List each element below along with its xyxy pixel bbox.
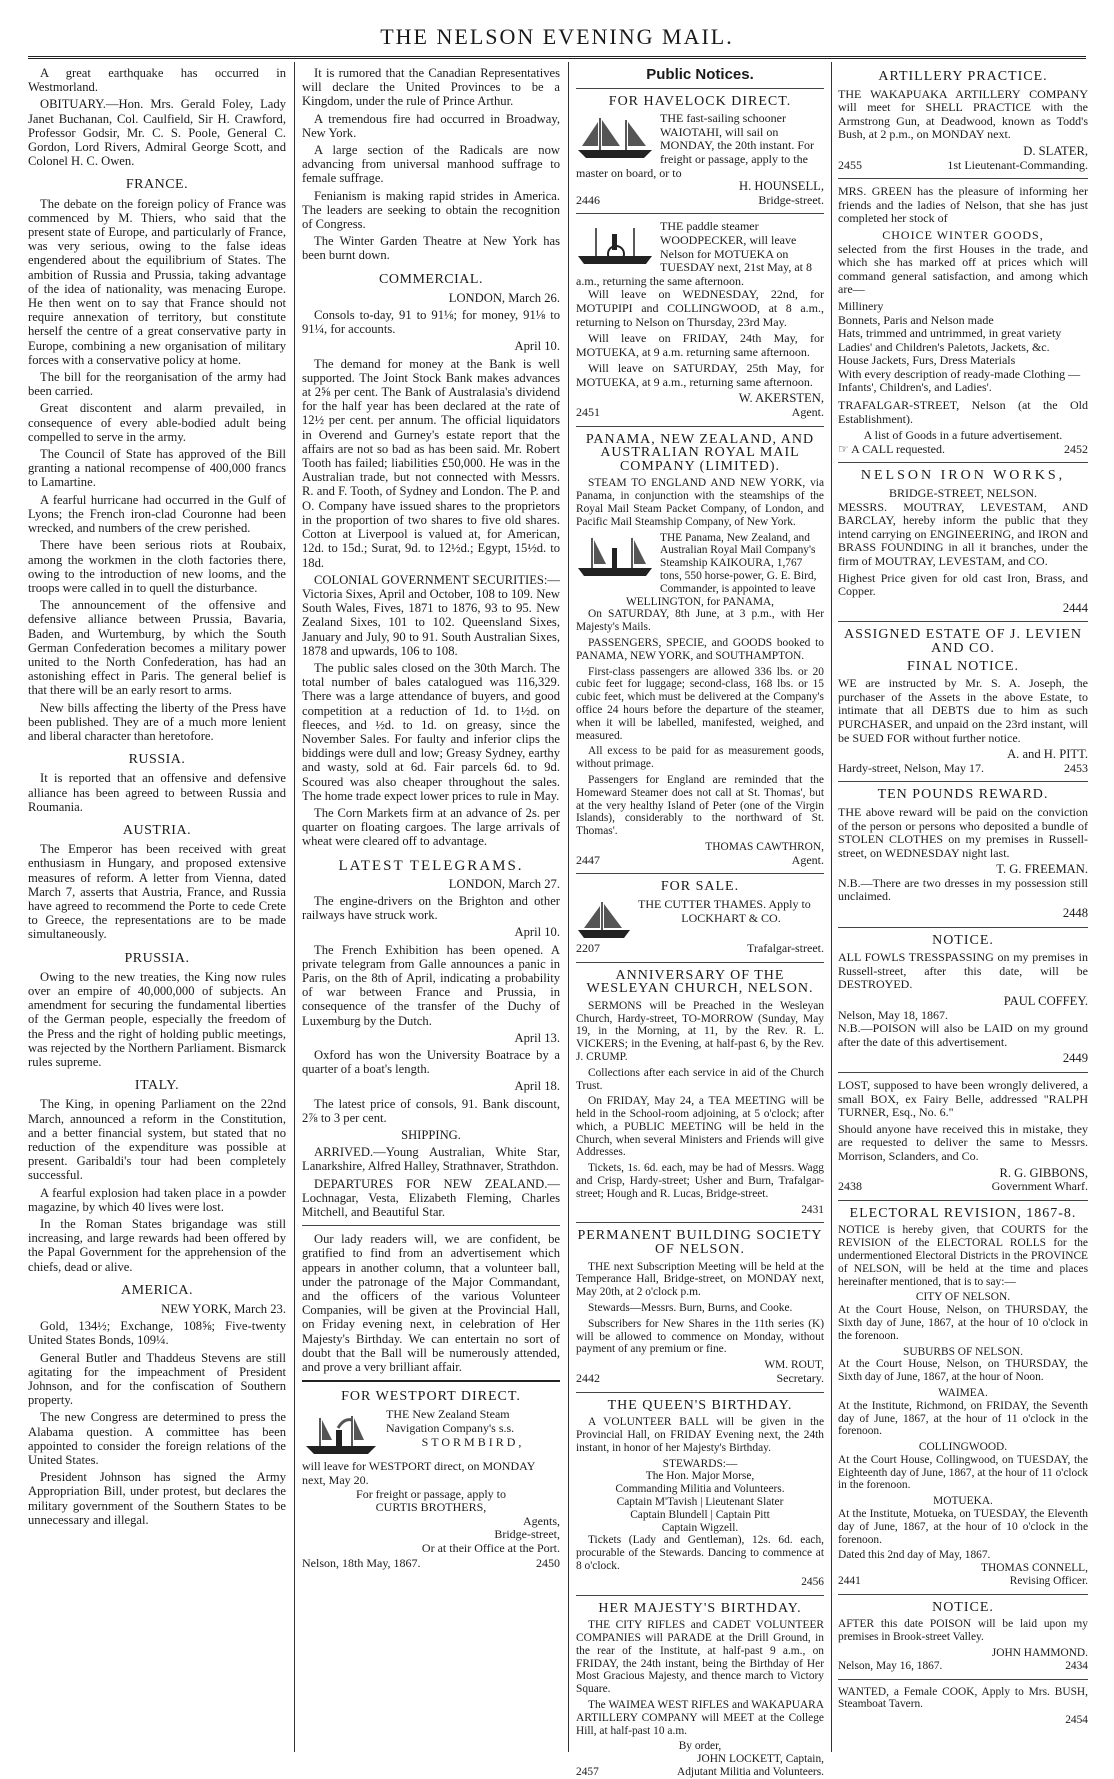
article-paragraph: In the Roman States brigandage was still increasing, and large rewards had been offered by the Papal Government for the apprehension of the chiefs, dead or alive. <box>28 1217 286 1274</box>
paddle-steamer-icon <box>576 222 654 270</box>
ad-text: Bridge-street. <box>758 192 824 207</box>
ad-number: 2452 <box>1064 441 1088 456</box>
column-4 <box>838 66 1088 1727</box>
article-paragraph: It is reported that an offensive and defensive alliance has been agreed to between Russia and Roumania. <box>28 771 286 814</box>
article-paragraph: The announcement of the offensive and defensive alliance between Prussia, Bavaria, Baden, and Wurtemburg, by which the South German Confederation becomes a military power united to the North Confederation, has had an astonishing effect in Paris. The general belief is that there will be an early resort to arms. <box>28 598 286 698</box>
article-paragraph: The French Exhibition has been opened. A private telegram from Galle announces a panic in Paris, on the 8th of April, indicating a probability of war between France and Prussia, in consequence of the transfer of the Duchy of Luxemburg by the Dutch. <box>302 942 560 1028</box>
ad-text: THE CUTTER THAMES. Apply to <box>638 896 811 911</box>
dateline: NEW YORK, March 23. <box>161 1302 286 1317</box>
ad-text: Government Wharf. <box>991 1179 1088 1194</box>
ship-name: STORMBIRD, <box>421 1434 525 1449</box>
ad-number: 2453 <box>1064 760 1088 775</box>
article-paragraph: COLONIAL GOVERNMENT SECURITIES:— Victoria Sixes, April and October, 108 to 109. New South Wales, Fives, 1871 to 1876, 93 to 95. New Zealand Sixes, 101 to 102. Queensland Sixes, January and July, 90 to 91. South Australian Sixes, 1878 and upwards, 106 to 108. <box>302 572 560 658</box>
article-paragraph: The latest price of consols, 91. Bank discount, 2⅞ to 3 per cent. <box>302 1096 560 1125</box>
ad-number: 2448 <box>1062 906 1088 921</box>
goods-item: Millinery <box>838 298 884 313</box>
ad-footer <box>838 1180 1088 1194</box>
section-heading-telegrams: LATEST TELEGRAMS. <box>338 857 524 874</box>
ad-number: 2438 <box>838 1179 862 1194</box>
ad-number: 2431 <box>801 1203 824 1216</box>
ad-date: Nelson, May 16, 1867. <box>838 1659 943 1672</box>
ad-text: STEAM TO ENGLAND AND NEW YORK, via Panama, in conjunction with the steamships of the Royal Mail Steam Packet Company, of London, and Pacific Mail Steamship Company, of New York. <box>576 477 824 528</box>
pointing-hand-icon: ☞ A CALL requested. <box>838 441 945 456</box>
ad-number: 2454 <box>1065 1714 1088 1727</box>
divider <box>838 1072 1088 1073</box>
ad-footer <box>576 194 824 208</box>
dateline: LONDON, March 26. <box>448 290 560 305</box>
column-1 <box>28 66 286 1530</box>
ad-heading: FOR SALE. <box>660 879 740 895</box>
divider <box>838 781 1088 782</box>
ad-number: 2447 <box>576 852 600 867</box>
ad-text: Revising Officer. <box>1009 1575 1088 1588</box>
column-3 <box>576 66 824 1779</box>
divider <box>838 927 1088 928</box>
section-heading-prussia: PRUSSIA. <box>124 950 190 966</box>
ad-westport <box>302 1380 560 1570</box>
article-paragraph: Owing to the new treaties, the King now rules over an empire of 40,000,000 of subjects. An amendment for securing the fundamental liberties of the German people, especially the freedom of the Press and the right of holding public meetings, was rejected by the Northern Parliament. Bismarck rules supreme. <box>28 969 286 1069</box>
section-heading-america: AMERICA. <box>120 1282 194 1298</box>
ad-text: By order, <box>678 1740 722 1753</box>
ad-number: 2456 <box>801 1575 824 1588</box>
divider <box>576 88 824 89</box>
ad-text: Or at their Office at the Port. <box>421 1541 560 1556</box>
article-paragraph: General Butler and Thaddeus Stevens are still agitating for the impeachment of President Johnson, and for the confiscation of Southern property. <box>28 1350 286 1408</box>
article-paragraph: The Winter Garden Theatre at New York has been burnt down. <box>302 234 560 263</box>
divider <box>576 426 824 427</box>
article-paragraph: New bills affecting the liberty of the Press have been published. They are of a much more lenient and liberal character than heretofore. <box>28 700 286 743</box>
goods-item: Bonnets, Paris and Nelson made <box>838 312 994 327</box>
goods-item: Hats, trimmed and untrimmed, in great variety <box>838 326 1062 341</box>
ad-text: Highest Price given for old cast Iron, Brass, and Copper. <box>838 570 1088 599</box>
dateline: April 10. <box>514 925 560 940</box>
district-text: At the Institute, Motueka, on TUESDAY, the Eleventh day of June, 1867, at the hour of 10 o'clock in the forenoon. <box>838 1508 1088 1546</box>
newspaper-title: THE NELSON EVENING MAIL. <box>380 24 734 49</box>
article-paragraph: Our lady readers will, we are confident, be gratified to find from an advertisement which appears in another column, that a volunteer ball, under the patronage of the Major Commandant, and the officers of the various Volunteer Companies, will be given at the Provincial Hall, on Friday evening next, in celebration of Her Majesty's Birthday. We can entertain no sort of doubt that the Ball will be numerously attended, and prove a very brilliant affair. <box>302 1232 560 1375</box>
dateline: April 13. <box>514 1030 560 1045</box>
steward: Captain Blundell | Captain Pitt <box>630 1508 770 1521</box>
article-paragraph: The demand for money at the Bank is well supported. The Joint Stock Bank makes advances at 2⅝ per cent. The Bank of Australasia's dividend for the half year has been declared at the rate of 12½ per cent. per annum. The official liquidators in Overend and Gurney's estate report that the affairs are not so bad as has been said. Mr. Robert Tooth has failed; liabilities £50,000. He was in the Australian trade, but not connected with Messrs. R. and F. Tooth, of Sydney and London. The P. and O. Company have issued shares to the proprietors in the proportion of two shares to five old shares. Cotton at Liverpool is valued at, for American, 12d. to 15d.; Surat, 9d. to 12½d.; Egypt, 15½d. to 18d. <box>302 356 560 570</box>
ad-number: 2451 <box>576 405 600 420</box>
ad-text: Adjutant Militia and Volunteers. <box>676 1765 824 1778</box>
stewards-heading: STEWARDS:— <box>662 1457 738 1470</box>
ad-signature: JOHN LOCKETT, Captain, <box>697 1753 824 1766</box>
ad-text: LOST, supposed to have been wrongly delivered, a small BOX, ex Fairy Belle, addressed "RALPH TURNER, Esq., No. 6." <box>838 1078 1088 1120</box>
section-heading-shipping: SHIPPING. <box>401 1128 461 1143</box>
article-paragraph: OBITUARY.—Hon. Mrs. Gerald Foley, Lady Janet Buchanan, Col. Caulfield, Sir H. Crawford, Professor Godsir, Mr. C. S. Poole, General C. Gordon, Lord Rivers, Admiral George Scott, and Colonel H. C. Owen. <box>28 97 286 169</box>
column-divider <box>294 62 295 1752</box>
ad-text: 1st Lieutenant-Commanding. <box>947 157 1088 172</box>
section-heading-italy: ITALY. <box>134 1078 180 1094</box>
divider <box>838 1594 1088 1595</box>
ad-text: Should anyone have received this in mistake, they are requested to deliver the same to Messrs. Morrison, Sclanders, and Co. <box>838 1121 1088 1163</box>
district-text: At the Court House, Collingwood, on TUESDAY, the Eighteenth day of June, 1867, at the hour of 11 o'clock in the forenoon. <box>838 1453 1088 1492</box>
ad-text: Will leave on FRIDAY, 24th May, for MOTUEKA, at 9 a.m. returning same afternoon. <box>576 331 824 359</box>
divider <box>302 1225 560 1226</box>
article-paragraph: A fearful hurricane had occurred in the Gulf of Lyons; the French iron-clad Couronne had been wrecked, and numbers of the crew perished. <box>28 492 286 536</box>
ad-text: TRAFALGAR-STREET, Nelson (at the Old Establishment). <box>838 398 1088 426</box>
ad-text: WELLINGTON, for PANAMA, <box>625 595 775 608</box>
ad-text: MESSRS. MOUTRAY, LEVESTAM, AND BARCLAY, hereby inform the public that they intend carrying on ENGINEERING, and IRON and BRASS FOUNDING in all it branches, under the firm of MOUTRAY, LEVESTAM, and CO. <box>838 499 1088 568</box>
district-heading: CITY OF NELSON. <box>915 1291 1011 1304</box>
ad-heading: PERMANENT BUILDING SOCIETY OF NELSON. <box>577 1228 823 1258</box>
article-paragraph: The Corn Markets firm at an advance of 2s. per quarter on floating cargoes. The large arrivals of wheat were cleared off to advantage. <box>302 805 560 849</box>
ad-text: WE are instructed by Mr. S. A. Joseph, the purchaser of the Assets in the above Estate, to intimate that all DEBTS due to him as such PURCHASER, and unpaid on the 23rd instant, will be SUED FOR without further notice. <box>838 676 1088 745</box>
ad-text: Agent. <box>791 405 824 420</box>
ad-text: Will leave on SATURDAY, 25th May, for MOTUEKA, at 9 a.m., returning same afternoon. <box>576 361 824 389</box>
article-paragraph: A large section of the Radicals are now advancing from universal manhood suffrage to female suffrage. <box>302 143 560 186</box>
ad-text: Tickets (Lady and Gentleman), 12s. 6d. each, procurable of the Stewards. Dancing to commence at 8 o'clock. <box>576 1534 824 1572</box>
ad-text: On SATURDAY, 8th June, at 3 p.m., with Her Majesty's Mails. <box>576 608 824 634</box>
ad-footer <box>302 1556 560 1570</box>
ad-heading: PANAMA, NEW ZEALAND, AND AUSTRALIAN ROYAL MAIL COMPANY (LIMITED). <box>585 431 815 474</box>
article-paragraph: There have been serious riots at Roubaix, among the workmen in the cloth factories there, owing to the introduction of new looms, and the troops were called in to quell the disturbance. <box>28 538 286 595</box>
ad-text: Tickets, 1s. 6d. each, may be had of Messrs. Wagg and Crisp, Hardy-street; Usher and Burn, Trafalgar-street; Hough and R. Lucas, Bridge-street. <box>576 1162 824 1200</box>
article-paragraph: Gold, 134½; Exchange, 108⅝; Five-twenty United States Bonds, 109¼. <box>28 1319 286 1348</box>
ad-text: Collections after each service in aid of the Church Trust. <box>576 1066 824 1092</box>
ad-signature: PAUL COFFEY. <box>1003 994 1088 1009</box>
ad-footer <box>576 1766 824 1779</box>
ad-footer <box>838 762 1088 776</box>
ad-footer <box>576 854 824 868</box>
section-heading-commercial: COMMERCIAL. <box>379 271 483 287</box>
ad-signature: CURTIS BROTHERS, <box>375 1500 487 1515</box>
ad-signature: THOMAS CONNELL, <box>981 1562 1088 1575</box>
article-paragraph: The Council of State has approved of the Bill granting a national recompense of 400,000 francs to Lamartine. <box>28 447 286 490</box>
ad-text: A VOLUNTEER BALL will be given in the Provincial Hall, on FRIDAY Evening next, the 24th instant, in honor of her Majesty's Birthday. <box>576 1416 824 1454</box>
article-paragraph: ARRIVED.—Young Australian, White Star, Lanarkshire, Alfred Halley, Strathnaver, Strathdon. <box>302 1145 560 1174</box>
ad-text: A CALL requested. <box>851 441 945 456</box>
ad-text: THE CITY RIFLES and CADET VOLUNTEER COMPANIES will PARADE at the Drill Ground, in the rear of the Institute, at half-past 9 a.m., on FRIDAY, the 24th instant, being the Birthday of Her Most Gracious Majesty, and thence march to Victory Square. <box>576 1619 824 1696</box>
ad-text: SERMONS will be Preached in the Wesleyan Church, Hardy-street, TO-MORROW (Sunday, May 19, in the Morning, at 11, by the Rev. R. L. VICKERS; in the Evening, at half-past 6, by the Rev. J. CRUMP. <box>576 999 824 1063</box>
district-heading: MOTUEKA. <box>933 1495 993 1508</box>
divider <box>838 178 1088 179</box>
district-heading: WAIMEA. <box>938 1386 988 1399</box>
article-paragraph: The engine-drivers on the Brighton and other railways have struck work. <box>302 893 560 923</box>
divider <box>838 1200 1088 1201</box>
ad-text: NOTICE is hereby given, that COURTS for the REVISION of the ELECTORAL ROLLS for the undermentioned Electoral Districts in the PROVINCE of NELSON, will be held at the time and places hereinafter mentioned, that is to say:— <box>838 1224 1088 1288</box>
ad-text: ALL FOWLS TRESSPASSING on my premises in Russell-street, after this date, will be DESTROYED. <box>838 950 1088 992</box>
ad-number: 2442 <box>576 1371 600 1386</box>
ad-number: 2457 <box>576 1765 599 1778</box>
article-paragraph: The public sales closed on the 30th March. The total number of bales catalogued was 116,329. There was a large attendance of buyers, and good competition at a reduction of 1d. to 1½d. on fleeces, and ½d. to 1d. on greasy, since the November Sales. For faulty and inferior clips the biddings were dull and low; Greasy Sydney, earthy and wasty, sold at 6d. Fair parcels 6d. to 9d. Scoured was also cheaper throughout the sales. The home trade expect lower prices to rule in May. <box>302 660 560 803</box>
ad-number: 2450 <box>536 1555 560 1570</box>
ad-heading: ARTILLERY PRACTICE. <box>878 69 1048 84</box>
ad-signature: D. SLATER, <box>1023 143 1088 158</box>
article-paragraph: President Johnson has signed the Army Appropriation Bill, under protest, but declares the military government of the Southern States to be unnecessary and illegal. <box>28 1470 286 1527</box>
ad-text: All excess to be paid for as measurement goods, without primage. <box>576 745 824 771</box>
ad-text: THE next Subscription Meeting will be held at the Temperance Hall, Bridge-street, on MONDAY next, May 20th, at 2 o'clock p.m. <box>576 1260 824 1299</box>
divider <box>576 213 824 214</box>
ad-text: THE above reward will be paid on the conviction of the person or persons who deposited a bundle of STOLEN CLOTHES on my premises in Russell-street, on WEDNESDAY night last. <box>838 804 1088 860</box>
ad-heading: ANNIVERSARY OF THE WESLEYAN CHURCH, NELSON. <box>586 967 814 997</box>
ad-text: MRS. GREEN has the pleasure of informing her friends and the ladies of Nelson, that she has just completed her stock of <box>838 184 1088 226</box>
ad-text: Subscribers for New Shares in the 11th series (K) will be allowed to commence on Monday, without payment of any premium or fine. <box>576 1317 824 1356</box>
section-heading-france: FRANCE. <box>125 177 189 193</box>
steward: Captain M'Tavish | Lieutenant Slater <box>616 1496 784 1508</box>
ad-heading: ASSIGNED ESTATE OF J. LEVIEN AND CO. <box>843 627 1083 656</box>
ad-text: Passengers for England are reminded that the Homeward Steamer does not call at St. Thomas', but at the very healthy Island of Peter (one of the Virgin Islands), considerably to the northward of St. Thomas'. <box>576 773 824 838</box>
ad-number: 2441 <box>838 1575 861 1588</box>
ad-footer <box>576 942 824 956</box>
ad-date: Nelson, May 18, 1867. <box>838 1007 948 1022</box>
goods-item: House Jackets, Furs, Dress Materials <box>838 353 1016 368</box>
ad-signature: WM. ROUT, <box>764 1359 824 1372</box>
ad-text: A list of Goods in a future advertisement. <box>863 428 1063 443</box>
article-paragraph: The King, in opening Parliament on the 22nd March, announced a reform in the Constitution, and a better financial system, but stated that no reduction of the expenditure was possible at present. Garibaldi's tour had been completely successful. <box>28 1097 286 1183</box>
ad-heading: FOR HAVELOCK DIRECT. <box>608 93 792 109</box>
district-text: At the Institute, Richmond, on FRIDAY, the Seventh day of June, 1867, at the hour of 11 o'clock in the forenoon. <box>838 1399 1088 1438</box>
column-2 <box>302 66 560 1570</box>
ad-footer <box>838 159 1088 173</box>
ad-signature: THOMAS CAWTHRON, <box>705 840 824 853</box>
divider <box>576 962 824 963</box>
ad-text: The WAIMEA WEST RIFLES and WAKAPUARA ARTILLERY COMPANY will MEET at the College Hill, at half-past 10 a.m. <box>576 1698 824 1737</box>
article-paragraph: A fearful explosion had taken place in a powder magazine, by which 40 lives were lost. <box>28 1185 286 1214</box>
ad-text: THE New Zealand Steam Navigation Company's s.s. <box>386 1407 515 1436</box>
ad-text: Will leave on WEDNESDAY, 22nd, for MOTUPIPI and COLLINGWOOD, at 8 a.m., returning to Nelson on Thursday, 23rd May. <box>576 287 824 329</box>
ad-date: Dated this 2nd day of May, 1867. <box>838 1549 991 1562</box>
ad-text: THE WAKAPUAKA ARTILLERY COMPANY will meet for SHELL PRACTICE with the Armstrong Gun, at Deadwood, known as Todd's Bush, at 2 p.m., on MONDAY next. <box>838 86 1088 142</box>
dateline: April 18. <box>514 1079 560 1094</box>
ad-text: PASSENGERS, SPECIE, and GOODS booked to PANAMA, NEW YORK, and SOUTHAMPTON. <box>576 637 824 662</box>
ad-text: Stewards—Messrs. Burn, Burns, and Cooke. <box>588 1302 793 1315</box>
ad-signature: H. HOUNSELL, <box>738 179 824 194</box>
ad-signature: LOCKHART & CO. <box>681 910 781 925</box>
ad-heading: THE QUEEN'S BIRTHDAY. <box>607 1397 793 1413</box>
ad-date: Nelson, 18th May, 1867. <box>302 1555 421 1570</box>
district-heading: COLLINGWOOD. <box>918 1441 1008 1454</box>
divider <box>838 1679 1088 1680</box>
divider <box>576 873 824 874</box>
schooner-icon <box>576 114 654 162</box>
section-heading-austria: AUSTRIA. <box>122 822 192 838</box>
dateline: April 10. <box>514 339 560 354</box>
ad-text: Bridge-street, <box>494 1527 560 1542</box>
article-paragraph: The Emperor has been received with great enthusiasm in Hungary, and proposed extensive measures of reform. A letter from Vienna, dated March 7, asserts that Austria, France, and Russia have agreed to recommend the Porte to cede Crete to Greece, the representations are to be made simultaneously. <box>28 842 286 942</box>
article-paragraph: A tremendous fire had occurred in Broadway, New York. <box>302 111 560 140</box>
article-paragraph: DEPARTURES FOR NEW ZEALAND.— Lochnagar, Vesta, Elizabeth Fleming, Charles Mitchell, and Beautiful Star. <box>302 1176 560 1220</box>
article-paragraph: Consols to-day, 91 to 91⅛; for money, 91⅛ to 91¼, for accounts. <box>302 308 560 337</box>
ad-text: will leave for WESTPORT direct, on MONDAY next, May 20. <box>302 1459 535 1488</box>
dateline: LONDON, March 27. <box>448 876 560 891</box>
ad-subheading: CHOICE WINTER GOODS, <box>882 227 1044 242</box>
ad-signature: A. and H. PITT. <box>1007 747 1088 762</box>
ad-signature: R. G. GIBBONS, <box>999 1165 1088 1180</box>
ad-heading: NELSON IRON WORKS, <box>860 468 1066 484</box>
ad-text: On FRIDAY, May 24, a TEA MEETING will be held in the School-room adjoining, at 5 o'clock; after which, a PUBLIC MEETING will be held in the Church, when several Ministers and Friends will give Addresses. <box>576 1095 824 1159</box>
ad-heading: HER MAJESTY'S BIRTHDAY. <box>598 1600 802 1616</box>
ad-text: Agents, <box>523 1513 560 1528</box>
ad-heading: TEN POUNDS REWARD. <box>877 787 1049 803</box>
cutter-icon <box>576 900 632 940</box>
column-divider <box>831 62 832 1752</box>
divider <box>576 1222 824 1223</box>
ad-text: Trafalgar-street. <box>747 940 824 955</box>
ad-number: 2434 <box>1065 1659 1088 1672</box>
ad-footer <box>838 443 1088 457</box>
steamship-icon <box>576 534 654 582</box>
ad-text: THE Panama, New Zealand, and Australian Royal Mail Company's Steamship KAIKOURA, 1,767 tons, 550 horse-power, G. E. Bird, Commander, is appointed to leave <box>660 531 817 595</box>
ad-number: 2444 <box>1062 600 1088 615</box>
column-divider <box>568 62 569 1752</box>
district-heading: SUBURBS OF NELSON. <box>903 1345 1023 1358</box>
ad-subheading: BRIDGE-STREET, NELSON. <box>888 486 1038 501</box>
article-paragraph: It is rumored that the Canadian Representatives will declare the United Provinces to be a Kingdom, under the rule of Prince Arthur. <box>302 66 560 109</box>
goods-item: Ladies' and Children's Paletots, Jackets, &c. <box>838 339 1050 354</box>
ad-footer <box>838 1660 1088 1673</box>
ad-subheading: FINAL NOTICE. <box>906 658 1020 674</box>
article-paragraph: Great discontent and alarm prevailed, in consequence of every able-bodied adult being compelled to serve in the army. <box>28 401 286 444</box>
ad-heading: NOTICE. <box>932 932 994 948</box>
ad-text: WANTED, a Female COOK, Apply to Mrs. BUSH, Steamboat Tavern. <box>838 1685 1088 1711</box>
divider <box>576 1595 824 1596</box>
ad-text: AFTER this date POISON will be laid upon my premises in Brook-street Valley. <box>838 1618 1088 1644</box>
masthead-rule <box>28 56 1086 59</box>
steward: Captain Wigzell. <box>661 1521 739 1534</box>
article-paragraph: Fenianism is making rapid strides in America. The leaders are seeking to obtain the recognition of Congress. <box>302 188 560 232</box>
article-paragraph: The new Congress are determined to press the Alabama question. A committee has been appointed to consider the foreign relations of the United States. <box>28 1410 286 1468</box>
ad-signature: JOHN HAMMOND. <box>991 1647 1088 1660</box>
article-paragraph: The debate on the foreign policy of France was commenced by M. Thiers, who said that the present state of Europe, and particularly of France, was very serious, owing to the false ideas engendered about the equilibrium of States. The ambition of Russia and Prussia, taking advantage of the idea of nationality, was menacing Europe. He then went on to say that France should not require annexation of territory, but constitute herself the centre of a great conservative party in Europe, combining a new organisation of military forces with a conservative policy at home. <box>28 196 286 367</box>
steward: The Hon. Major Morse, <box>645 1470 755 1483</box>
divider <box>838 462 1088 463</box>
divider <box>576 1392 824 1393</box>
article-paragraph: A great earthquake has occurred in Westmorland. <box>28 66 286 95</box>
ad-text: THE paddle steamer WOODPECKER, will leave Nelson for MOTUEKA on TUESDAY next, 21st May, at 8 a.m., returning the same afternoon. <box>576 219 812 288</box>
section-heading-russia: RUSSIA. <box>128 752 186 768</box>
ad-text: Agent. <box>791 852 824 867</box>
article-paragraph: Oxford has won the University Boatrace by a quarter of a boat's length. <box>302 1048 560 1077</box>
ad-footer <box>838 1575 1088 1588</box>
goods-item: With every description of ready-made Clothing —Infants', Children's, and Ladies'. <box>838 366 1081 395</box>
district-text: At the Court House, Nelson, on THURSDAY, the Sixth day of June, 1867, at the hour of 10 o'clock in the forenoon. <box>838 1304 1088 1342</box>
ad-text: N.B.—POISON will also be LAID on my ground after the date of this advertisement. <box>838 1021 1088 1049</box>
ad-number: 2207 <box>576 940 600 955</box>
divider <box>838 621 1088 622</box>
ad-text: N.B.—There are two dresses in my possession still unclaimed. <box>838 875 1088 904</box>
ad-text: For freight or passage, apply to <box>356 1486 506 1501</box>
steamship-icon <box>302 1410 380 1458</box>
ad-heading: FOR WESTPORT DIRECT. <box>341 1389 521 1405</box>
ad-footer <box>576 406 824 420</box>
ad-signature: W. AKERSTEN, <box>738 391 824 406</box>
article-paragraph: The bill for the reorganisation of the army had been carried. <box>28 370 286 399</box>
district-text: At the Court House, Nelson, on THURSDAY, the Sixth day of June, 1867, at the hour of Noon. <box>838 1358 1088 1384</box>
public-notices-heading: Public Notices. <box>646 66 754 83</box>
ad-signature: T. G. FREEMAN. <box>996 862 1088 877</box>
steward: Commanding Militia and Volunteers. <box>615 1483 785 1496</box>
ad-text: THE fast-sailing schooner WAIOTAHI, will sail on MONDAY, the 20th instant. For freight or passage, apply to the master on board, or to <box>576 111 815 180</box>
ad-number: 2449 <box>1062 1051 1088 1066</box>
ad-text: Secretary. <box>776 1371 824 1386</box>
ad-date: Hardy-street, Nelson, May 17. <box>838 760 984 775</box>
ad-number: 2446 <box>576 192 600 207</box>
ad-heading: ELECTORAL REVISION, 1867-8. <box>849 1205 1077 1221</box>
ad-number: 2455 <box>838 157 862 172</box>
ad-text: First-class passengers are allowed 336 lbs. or 20 cubic feet for luggage; second-class, 168 lbs. or 15 cubic feet, which must be delivered at the Company's office 24 hours before the departure of the steamer, when it will be labelled, manifested, weighed, and measured. <box>576 665 824 742</box>
ad-footer <box>576 1372 824 1386</box>
ad-heading: NOTICE. <box>932 1599 994 1615</box>
ad-text: selected from the first Houses in the trade, and which she has marked off at prices which will command general satisfaction, and among which are— <box>838 241 1088 297</box>
masthead <box>0 0 1114 48</box>
